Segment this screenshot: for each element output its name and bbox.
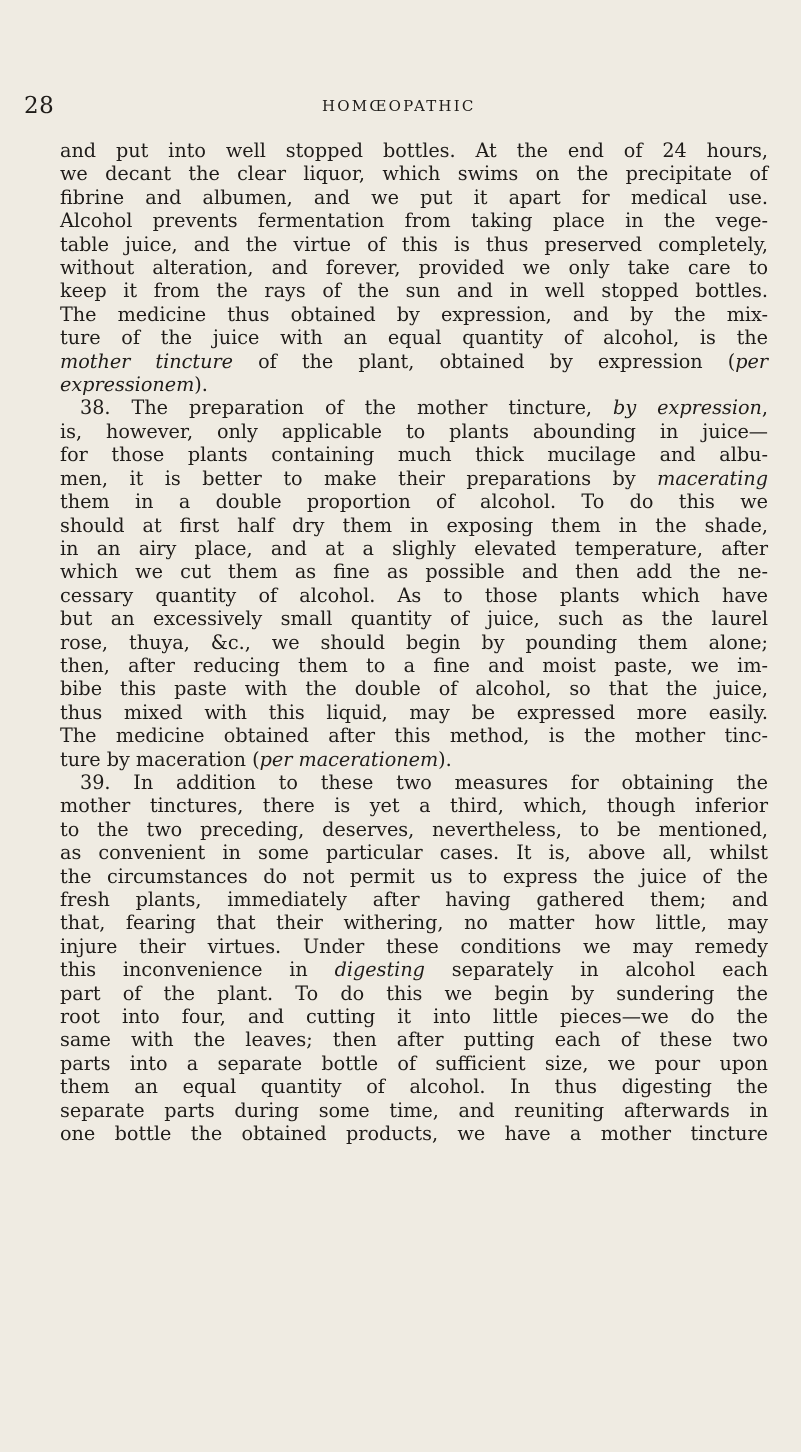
italic-text: macerating xyxy=(657,466,768,490)
text-line: fibrine and albumen, and we put it apart for medical use. xyxy=(60,185,768,209)
text-line: The medicine thus obtained by expression, and by the mix- xyxy=(60,302,768,326)
text-segment: separately in alcohol each xyxy=(424,958,768,982)
text-line: bibe this paste with the double of alcohol, so that the juice, xyxy=(60,677,768,701)
text-segment: ). xyxy=(438,747,452,771)
text-line: same with the leaves; then after putting each of these two xyxy=(60,1028,768,1052)
text-line: them an equal quantity of alcohol. In thus digesting the xyxy=(60,1075,768,1099)
text-line xyxy=(60,958,768,981)
text-line xyxy=(60,467,768,490)
text-line: them in a double proportion of alcohol. To do this we xyxy=(60,490,768,514)
text-line: as convenient in some particular cases. It is, above all, whilst xyxy=(60,841,768,865)
text-line: keep it from the rays of the sun and in well stopped bottles. xyxy=(60,279,768,303)
italic-text: mother tincture xyxy=(60,349,233,373)
text-line: separate parts during some time, and reuniting afterwards in xyxy=(60,1098,768,1122)
italic-text: per xyxy=(735,349,768,373)
text-line: fresh plants, immediately after having gathered them; and xyxy=(60,888,768,911)
text-line: part of the plant. To do this we begin by sundering the xyxy=(60,981,768,1005)
text-line: then, after reducing them to a fine and moist paste, we im- xyxy=(60,653,768,677)
italic-text: expressionem xyxy=(60,373,195,397)
text-line: thus mixed with this liquid, may be expressed more easily. xyxy=(60,700,768,724)
text-line: is, however, only applicable to plants abounding in juice— xyxy=(60,419,768,443)
text-line xyxy=(60,373,768,396)
text-line: to the two preceding, deserves, nevertheless, to be mentioned, xyxy=(60,817,768,841)
text-line: The medicine obtained after this method, is the mother tinc- xyxy=(60,724,768,748)
text-line: for those plants containing much thick mucilage and albu- xyxy=(60,443,768,467)
text-line xyxy=(60,350,768,373)
text-line: but an excessively small quantity of juice, such as the laurel xyxy=(60,607,768,631)
text-line: ture of the juice with an equal quantity of alcohol, is the xyxy=(60,326,768,350)
text-line: one bottle the obtained products, we have a mother tincture xyxy=(60,1122,768,1146)
italic-text: by expression xyxy=(613,396,762,420)
text-line: which we cut them as fine as possible and then add the ne- xyxy=(60,560,768,584)
text-line: cessary quantity of alcohol. As to those plants which have xyxy=(60,583,768,607)
text-line: and put into well stopped bottles. At the end of 24 hours, xyxy=(60,139,768,162)
text-segment: this inconvenience in xyxy=(60,958,335,982)
text-line: root into four, and cutting it into little pieces—we do the xyxy=(60,1005,768,1029)
page-header xyxy=(0,91,801,121)
text-line xyxy=(60,396,768,419)
body-text xyxy=(60,139,768,1145)
text-line: injure their virtues. Under these conditions we may remedy xyxy=(60,934,768,958)
text-line: mother tinctures, there is yet a third, which, though inferior xyxy=(60,794,768,818)
text-segment: men, it is better to make their preparations by xyxy=(60,466,658,490)
running-title: HOMŒOPATHIC xyxy=(322,97,476,115)
text-line: should at first half dry them in exposing them in the shade, xyxy=(60,513,768,537)
text-line: without alteration, and forever, provided we only take care to xyxy=(60,256,768,280)
text-line: that, fearing that their withering, no matter how little, may xyxy=(60,911,768,935)
italic-text: digesting xyxy=(334,958,425,982)
text-segment: of the plant, obtained by expression ( xyxy=(232,349,736,373)
text-line: rose, thuya, &c., we should begin by pounding them alone; xyxy=(60,630,768,654)
text-line: table juice, and the virtue of this is thus preserved completely, xyxy=(60,232,768,256)
text-line: we decant the clear liquor, which swims on the precipitate of xyxy=(60,162,768,186)
text-segment: , xyxy=(761,396,768,420)
text-segment: ). xyxy=(194,373,208,397)
text-line: parts into a separate bottle of sufficient size, we pour upon xyxy=(60,1051,768,1075)
page-number: 28 xyxy=(24,93,55,119)
text-line: in an airy place, and at a slighly elevated temperature, after xyxy=(60,536,768,560)
text-line: the circumstances do not permit us to express the juice of the xyxy=(60,864,768,888)
text-line: 39. In addition to these two measures for obtaining the xyxy=(80,770,768,794)
text-line: Alcohol prevents fermentation from taking place in the vege- xyxy=(60,209,768,233)
text-line xyxy=(60,748,768,771)
italic-text: per macerationem xyxy=(259,747,439,771)
text-segment: ture by maceration ( xyxy=(60,747,260,771)
text-segment: 38. The preparation of the mother tincture, xyxy=(80,396,614,420)
